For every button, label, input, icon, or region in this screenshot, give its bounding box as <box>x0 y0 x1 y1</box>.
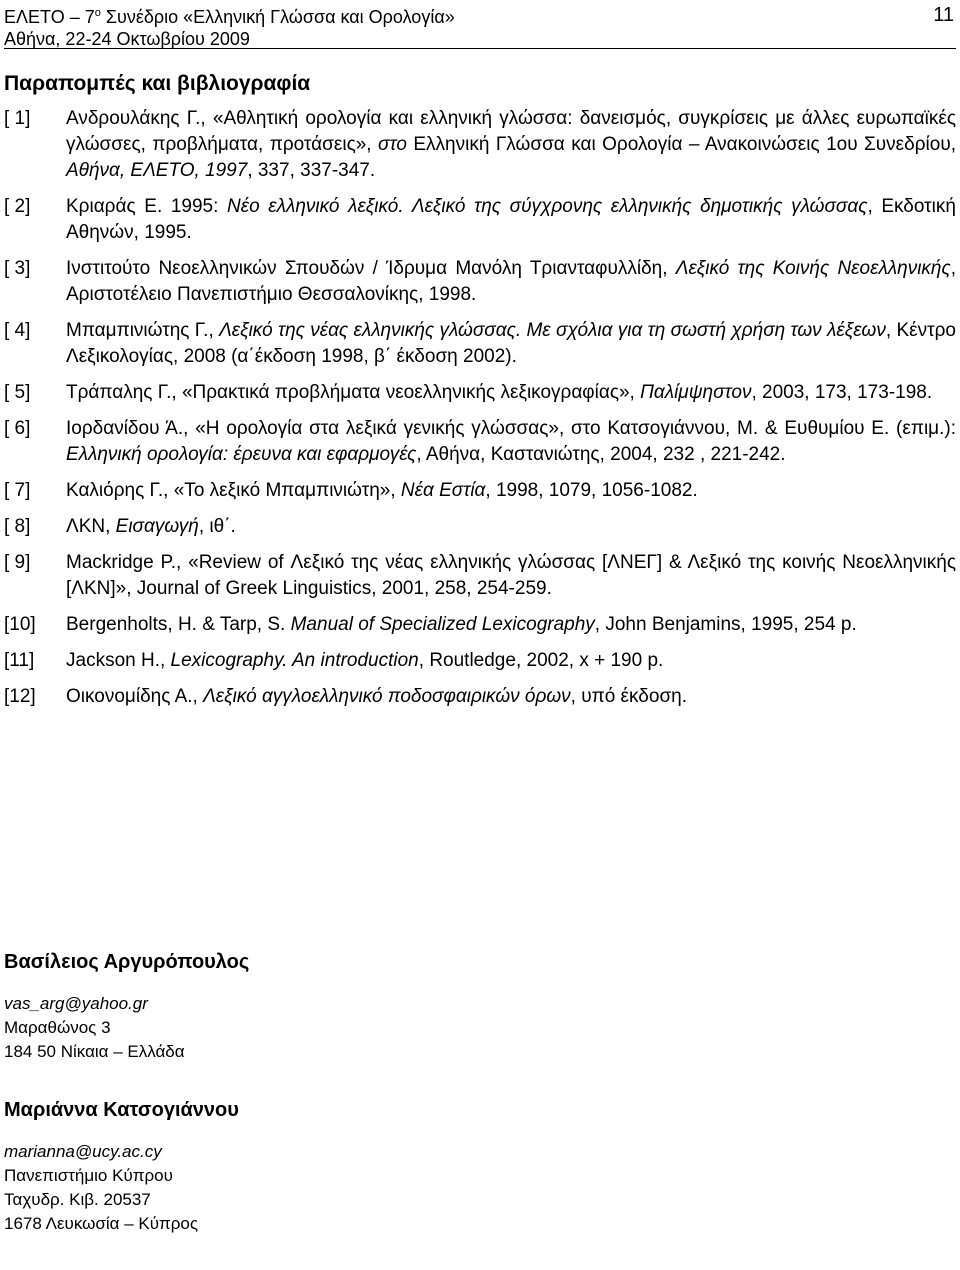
reference-number: [ 7] <box>4 480 31 501</box>
reference-item <box>4 416 956 468</box>
reference-number: [11] <box>4 650 35 671</box>
reference-segment: , Αριστοτέλειο Πανεπιστήμιο Θεσσαλονίκης, 1998. <box>66 258 956 305</box>
reference-italic-segment: Αθήνα, ΕΛΕΤΟ, 1997 <box>66 160 248 181</box>
reference-segment: Ινστιτούτο Νεοελληνικών Σπουδών / Ίδρυμα Μανόλη Τριανταφυλλίδη, <box>66 258 676 279</box>
reference-segment: Καλιόρης Γ., «Το λεξικό Μπαμπινιώτη», <box>66 480 401 501</box>
author-email[interactable]: vas_arg@yahoo.gr <box>4 994 148 1013</box>
reference-number: [ 6] <box>4 418 31 439</box>
author-address-line: Πανεπιστήμιο Κύπρου <box>4 1166 173 1185</box>
reference-italic-segment: Παλίμψηστον <box>640 382 752 403</box>
reference-number: [ 1] <box>4 108 31 129</box>
reference-list <box>4 106 956 720</box>
reference-item <box>4 256 956 308</box>
reference-segment: Ελληνική Γλώσσα και Ορολογία – Ανακοινώσεις 1ου Συνεδρίου, <box>406 134 956 155</box>
reference-segment: Jackson H., <box>66 650 171 671</box>
reference-italic-segment: Νέο ελληνικό λεξικό. Λεξικό της σύγχρονης ελληνικής δημοτικής γλώσσας <box>227 196 868 217</box>
reference-segment: Μπαμπινιώτης Γ., <box>66 320 220 341</box>
reference-italic-segment: Εισαγωγή <box>115 516 199 537</box>
reference-italic-segment: Lexicography. An introduction <box>170 650 419 671</box>
reference-number: [10] <box>4 614 36 635</box>
reference-segment: Ιορδανίδου Ά., «Η ορολογία στα λεξικά γενικής γλώσσας», στο Κατσογιάννου, Μ. & Ευθυμίου Ε. (επιμ.): <box>66 418 956 439</box>
reference-segment: Bergenholts, H. & Tarp, S. <box>66 614 291 635</box>
reference-item <box>4 194 956 246</box>
reference-segment: , John Benjamins, 1995, 254 p. <box>594 614 857 635</box>
reference-text <box>66 256 956 308</box>
header-divider <box>4 48 956 49</box>
reference-segment: Οικονομίδης Α., <box>66 686 204 707</box>
reference-text <box>66 648 956 674</box>
reference-number: [ 5] <box>4 382 31 403</box>
reference-segment: , 1998, 1079, 1056-1082. <box>485 480 698 501</box>
reference-number: [ 9] <box>4 552 31 573</box>
reference-segment: , υπό έκδοση. <box>570 686 688 707</box>
reference-item <box>4 612 956 638</box>
reference-italic-segment: Λεξικό αγγλοελληνικό ποδοσφαιρικών όρων <box>203 686 571 707</box>
reference-text <box>66 684 956 710</box>
reference-text <box>66 106 956 184</box>
reference-italic-segment: Ελληνική ορολογία: έρευνα και εφαρμογές <box>66 444 417 465</box>
reference-item <box>4 514 956 540</box>
reference-text <box>66 478 956 504</box>
author-name: Μαριάννα Κατσογιάννου <box>4 1099 239 1121</box>
reference-segment: ΛΚΝ, <box>66 516 116 537</box>
reference-text <box>66 550 956 602</box>
reference-italic-segment: στο <box>378 134 407 155</box>
page-header <box>4 2 956 50</box>
reference-italic-segment: Λεξικό της Κοινής Νεοελληνικής <box>675 258 951 279</box>
author-address-line: Ταχυδρ. Κιβ. 20537 <box>4 1190 151 1209</box>
conference-title-prefix: ΕΛΕΤΟ – 7 <box>4 7 95 27</box>
reference-number: [ 2] <box>4 196 31 217</box>
conference-title <box>4 2 956 28</box>
reference-number: [ 4] <box>4 320 31 341</box>
reference-text <box>66 194 956 246</box>
reference-segment: Ανδρουλάκης Γ., «Αθλητική ορολογία και ελληνική γλώσσα: δανεισμός, συγκρίσεις με άλλες ευρωπαϊκές γλώσσες, προβλήματα, προτάσεις», <box>66 108 956 155</box>
page-number: 11 <box>933 4 954 26</box>
reference-segment: , Εκδοτική Αθηνών, 1995. <box>66 196 956 243</box>
reference-italic-segment: Λεξικό της νέας ελληνικής γλώσσας. Με σχόλια για τη σωστή χρήση των λέξεων <box>219 320 886 341</box>
reference-item <box>4 648 956 674</box>
author-address-line: 184 50 Νίκαια – Ελλάδα <box>4 1042 185 1061</box>
author-email[interactable]: marianna@ucy.ac.cy <box>4 1142 162 1161</box>
reference-segment: , Routledge, 2002, x + 190 p. <box>418 650 664 671</box>
reference-text <box>66 380 956 406</box>
ordinal-superscript: ο <box>94 7 101 19</box>
reference-segment: , Κέντρο Λεξικολογίας, 2008 (α΄έκδοση 1998, β΄ έκδοση 2002). <box>66 320 957 367</box>
reference-italic-segment: Νέα Εστία <box>400 480 486 501</box>
reference-segment: Κριαράς Ε. 1995: <box>66 196 228 217</box>
reference-segment: , 337, 337-347. <box>247 160 376 181</box>
reference-segment: , Αθήνα, Καστανιώτης, 2004, 232 , 221-242. <box>416 444 786 465</box>
reference-item <box>4 380 956 406</box>
section-title: Παραπομπές και βιβλιογραφία <box>4 72 311 95</box>
author-name: Βασίλειος Αργυρόπουλος <box>4 951 250 973</box>
reference-text <box>66 514 956 540</box>
author-address-line: Μαραθώνος 3 <box>4 1018 111 1037</box>
conference-title-suffix: Συνέδριο «Ελληνική Γλώσσα και Ορολογία» <box>100 7 455 27</box>
reference-item <box>4 478 956 504</box>
reference-text <box>66 612 956 638</box>
reference-segment: Τράπαλης Γ., «Πρακτικά προβλήματα νεοελληνικής λεξικογραφίας», <box>66 382 641 403</box>
reference-segment: Mackridge P., «Review of Λεξικό της νέας ελληνικής γλώσσας [ΛΝΕΓ] & Λεξικό της κοινής Νεοελληνικής [ΛΚΝ]», Journal of Greek Linguistics, 2001, 258, 254-259. <box>66 552 956 599</box>
reference-text <box>66 416 956 468</box>
reference-item <box>4 684 956 710</box>
reference-text <box>66 318 956 370</box>
reference-segment: , 2003, 173, 173-198. <box>751 382 933 403</box>
reference-segment: , ιθ΄. <box>198 516 236 537</box>
author-block <box>4 1098 956 1236</box>
reference-number: [ 3] <box>4 258 31 279</box>
reference-item <box>4 550 956 602</box>
reference-item <box>4 318 956 370</box>
conference-date: Αθήνα, 22-24 Οκτωβρίου 2009 <box>4 29 250 49</box>
reference-italic-segment: Manual of Specialized Lexicography <box>290 614 595 635</box>
author-address-line: 1678 Λευκωσία – Κύπρος <box>4 1214 199 1233</box>
reference-number: [12] <box>4 686 36 707</box>
reference-item <box>4 106 956 184</box>
reference-number: [ 8] <box>4 516 31 537</box>
author-block <box>4 950 956 1064</box>
author-contacts <box>4 950 956 1270</box>
